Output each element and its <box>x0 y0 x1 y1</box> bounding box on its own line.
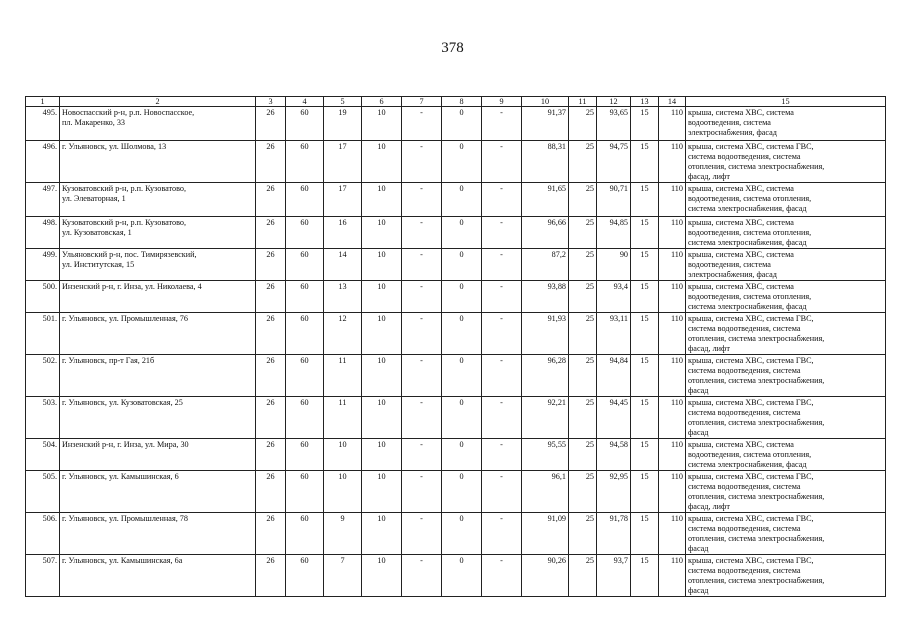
column-header: 15 <box>686 97 886 107</box>
row-number: 497. <box>26 183 60 217</box>
value-cell: 16 <box>324 217 362 249</box>
value-cell: 10 <box>362 141 402 183</box>
value-cell: 88,31 <box>522 141 569 183</box>
table-row <box>26 513 886 555</box>
cell-line: г. Ульяновск, ул. Кузоватовская, 25 <box>62 398 183 407</box>
cell-line: крыша, система ХВС, система <box>688 108 794 117</box>
value-cell: 9 <box>324 513 362 555</box>
address-cell <box>60 281 256 313</box>
value-cell: 91,93 <box>522 313 569 355</box>
row-number: 498. <box>26 217 60 249</box>
value-cell: 10 <box>324 439 362 471</box>
value-cell: 0 <box>442 183 482 217</box>
cell-line: крыша, система ХВС, система ГВС, <box>688 142 814 151</box>
works-cell <box>686 313 886 355</box>
row-number: 499. <box>26 249 60 281</box>
value-cell: - <box>402 555 442 597</box>
works-cell <box>686 439 886 471</box>
value-cell: 94,58 <box>597 439 631 471</box>
value-cell: 13 <box>324 281 362 313</box>
value-cell: - <box>482 513 522 555</box>
value-cell: 110 <box>659 249 686 281</box>
address-cell <box>60 313 256 355</box>
table-row <box>26 355 886 397</box>
value-cell: 10 <box>324 471 362 513</box>
value-cell: 93,11 <box>597 313 631 355</box>
address-cell <box>60 397 256 439</box>
value-cell: 15 <box>631 513 659 555</box>
cell-line: Кузоватовский р-н, р.п. Кузоватово, <box>62 184 187 193</box>
table-row <box>26 107 886 141</box>
address-cell <box>60 217 256 249</box>
cell-line: водоотведения, система отопления, <box>688 450 812 459</box>
value-cell: 0 <box>442 471 482 513</box>
value-cell: 110 <box>659 471 686 513</box>
value-cell: 15 <box>631 141 659 183</box>
table-row <box>26 397 886 439</box>
page-number: 378 <box>441 40 464 56</box>
value-cell: 0 <box>442 355 482 397</box>
value-cell: - <box>482 141 522 183</box>
works-cell <box>686 355 886 397</box>
value-cell: 15 <box>631 183 659 217</box>
cell-line: ул. Кузоватовская, 1 <box>62 228 132 237</box>
value-cell: 90 <box>597 249 631 281</box>
housing-register-table <box>25 96 886 597</box>
value-cell: 60 <box>286 141 324 183</box>
value-cell: 11 <box>324 397 362 439</box>
value-cell: 60 <box>286 397 324 439</box>
cell-line: крыша, система ХВС, система ГВС, <box>688 356 814 365</box>
cell-line: отопления, система электроснабжения, <box>688 576 825 585</box>
value-cell: 110 <box>659 439 686 471</box>
row-number: 496. <box>26 141 60 183</box>
column-header: 1 <box>26 97 60 107</box>
works-cell <box>686 183 886 217</box>
cell-line: г. Ульяновск, ул. Камышинская, 6 <box>62 472 179 481</box>
value-cell: 15 <box>631 355 659 397</box>
value-cell: - <box>402 217 442 249</box>
cell-line: фасад, лифт <box>688 172 730 181</box>
value-cell: 25 <box>569 107 597 141</box>
row-number: 500. <box>26 281 60 313</box>
table-row <box>26 439 886 471</box>
cell-line: водоотведения, система <box>688 118 771 127</box>
value-cell: 17 <box>324 183 362 217</box>
value-cell: 19 <box>324 107 362 141</box>
address-cell <box>60 555 256 597</box>
value-cell: 15 <box>631 281 659 313</box>
value-cell: 94,75 <box>597 141 631 183</box>
cell-line: крыша, система ХВС, система <box>688 282 794 291</box>
value-cell: 10 <box>362 313 402 355</box>
value-cell: 10 <box>362 249 402 281</box>
value-cell: 26 <box>256 249 286 281</box>
value-cell: 10 <box>362 355 402 397</box>
value-cell: 15 <box>631 555 659 597</box>
value-cell: 94,84 <box>597 355 631 397</box>
value-cell: 10 <box>362 555 402 597</box>
cell-line: Инзенский р-н, г. Инза, ул. Николаева, 4 <box>62 282 202 291</box>
value-cell: 26 <box>256 217 286 249</box>
cell-line: отопления, система электроснабжения, <box>688 376 825 385</box>
value-cell: 94,85 <box>597 217 631 249</box>
cell-line: крыша, система ХВС, система <box>688 440 794 449</box>
value-cell: 15 <box>631 397 659 439</box>
value-cell: 15 <box>631 249 659 281</box>
cell-line: электроснабжения, фасад <box>688 128 777 137</box>
works-cell <box>686 249 886 281</box>
value-cell: - <box>402 313 442 355</box>
address-cell <box>60 513 256 555</box>
cell-line: фасад <box>688 386 709 395</box>
value-cell: 25 <box>569 471 597 513</box>
works-cell <box>686 281 886 313</box>
value-cell: - <box>482 555 522 597</box>
column-header: 5 <box>324 97 362 107</box>
cell-line: отопления, система электроснабжения, <box>688 492 825 501</box>
value-cell: 60 <box>286 249 324 281</box>
value-cell: 26 <box>256 397 286 439</box>
address-cell <box>60 439 256 471</box>
value-cell: 60 <box>286 217 324 249</box>
value-cell: 110 <box>659 107 686 141</box>
table-row <box>26 281 886 313</box>
cell-line: ул. Элеваторная, 1 <box>62 194 126 203</box>
table-row <box>26 141 886 183</box>
cell-line: система электроснабжения, фасад <box>688 238 807 247</box>
cell-line: пл. Макаренко, 33 <box>62 118 126 127</box>
works-cell <box>686 471 886 513</box>
works-cell <box>686 555 886 597</box>
row-number: 502. <box>26 355 60 397</box>
value-cell: - <box>402 183 442 217</box>
cell-line: фасад <box>688 428 709 437</box>
value-cell: 110 <box>659 217 686 249</box>
works-cell <box>686 107 886 141</box>
column-header: 9 <box>482 97 522 107</box>
value-cell: 25 <box>569 513 597 555</box>
cell-line: водоотведения, система <box>688 260 771 269</box>
cell-line: система водоотведения, система <box>688 408 801 417</box>
value-cell: 25 <box>569 281 597 313</box>
value-cell: 0 <box>442 281 482 313</box>
cell-line: Новоспасский р-н, р.п. Новоспасское, <box>62 108 195 117</box>
cell-line: крыша, система ХВС, система <box>688 250 794 259</box>
table-row <box>26 217 886 249</box>
value-cell: 15 <box>631 217 659 249</box>
value-cell: 10 <box>362 217 402 249</box>
value-cell: 95,55 <box>522 439 569 471</box>
cell-line: крыша, система ХВС, система ГВС, <box>688 314 814 323</box>
value-cell: 0 <box>442 513 482 555</box>
column-header: 10 <box>522 97 569 107</box>
value-cell: 60 <box>286 555 324 597</box>
value-cell: 91,78 <box>597 513 631 555</box>
value-cell: 0 <box>442 107 482 141</box>
value-cell: 110 <box>659 313 686 355</box>
row-number: 504. <box>26 439 60 471</box>
value-cell: - <box>482 355 522 397</box>
value-cell: - <box>482 217 522 249</box>
cell-line: водоотведения, система отопления, <box>688 228 812 237</box>
works-cell <box>686 217 886 249</box>
value-cell: - <box>482 281 522 313</box>
table-row <box>26 471 886 513</box>
column-header: 8 <box>442 97 482 107</box>
value-cell: 25 <box>569 141 597 183</box>
value-cell: 17 <box>324 141 362 183</box>
value-cell: 96,1 <box>522 471 569 513</box>
value-cell: 25 <box>569 217 597 249</box>
value-cell: 0 <box>442 397 482 439</box>
column-header: 2 <box>60 97 256 107</box>
value-cell: 90,26 <box>522 555 569 597</box>
cell-line: система электроснабжения, фасад <box>688 460 807 469</box>
value-cell: - <box>402 439 442 471</box>
value-cell: 93,88 <box>522 281 569 313</box>
value-cell: - <box>402 281 442 313</box>
table-row <box>26 555 886 597</box>
table-row <box>26 249 886 281</box>
row-number: 507. <box>26 555 60 597</box>
value-cell: - <box>402 397 442 439</box>
value-cell: 110 <box>659 281 686 313</box>
value-cell: 0 <box>442 141 482 183</box>
cell-line: отопления, система электроснабжения, <box>688 418 825 427</box>
cell-line: фасад, лифт <box>688 502 730 511</box>
address-cell <box>60 249 256 281</box>
value-cell: 91,09 <box>522 513 569 555</box>
value-cell: 10 <box>362 107 402 141</box>
column-header: 3 <box>256 97 286 107</box>
cell-line: г. Ульяновск, ул. Камышинская, 6а <box>62 556 183 565</box>
value-cell: - <box>482 249 522 281</box>
cell-line: г. Ульяновск, ул. Шолмова, 13 <box>62 142 167 151</box>
cell-line: система водоотведения, система <box>688 566 801 575</box>
address-cell <box>60 141 256 183</box>
value-cell: 110 <box>659 555 686 597</box>
value-cell: 0 <box>442 249 482 281</box>
value-cell: 91,37 <box>522 107 569 141</box>
value-cell: 26 <box>256 281 286 313</box>
cell-line: г. Ульяновск, пр-т Гая, 21б <box>62 356 155 365</box>
value-cell: 25 <box>569 355 597 397</box>
value-cell: 96,28 <box>522 355 569 397</box>
cell-line: г. Ульяновск, ул. Промышленная, 78 <box>62 514 188 523</box>
value-cell: 11 <box>324 355 362 397</box>
value-cell: 25 <box>569 397 597 439</box>
value-cell: 10 <box>362 513 402 555</box>
value-cell: 60 <box>286 313 324 355</box>
value-cell: 10 <box>362 397 402 439</box>
value-cell: 110 <box>659 183 686 217</box>
cell-line: система водоотведения, система <box>688 324 801 333</box>
cell-line: водоотведения, система отопления, <box>688 194 812 203</box>
row-number: 501. <box>26 313 60 355</box>
value-cell: 90,71 <box>597 183 631 217</box>
value-cell: 91,65 <box>522 183 569 217</box>
value-cell: 60 <box>286 355 324 397</box>
cell-line: электроснабжения, фасад <box>688 270 777 279</box>
value-cell: 110 <box>659 397 686 439</box>
value-cell: 26 <box>256 439 286 471</box>
value-cell: 15 <box>631 107 659 141</box>
value-cell: - <box>482 397 522 439</box>
value-cell: 60 <box>286 281 324 313</box>
column-header: 14 <box>659 97 686 107</box>
cell-line: система электроснабжения, фасад <box>688 204 807 213</box>
cell-line: система водоотведения, система <box>688 366 801 375</box>
value-cell: 26 <box>256 141 286 183</box>
value-cell: 10 <box>362 439 402 471</box>
value-cell: 92,21 <box>522 397 569 439</box>
cell-line: крыша, система ХВС, система ГВС, <box>688 472 814 481</box>
value-cell: 0 <box>442 439 482 471</box>
cell-line: Кузоватовский р-н, р.п. Кузоватово, <box>62 218 187 227</box>
value-cell: 26 <box>256 471 286 513</box>
value-cell: 93,4 <box>597 281 631 313</box>
value-cell: 26 <box>256 313 286 355</box>
header-row <box>26 97 886 107</box>
cell-line: фасад <box>688 586 709 595</box>
works-cell <box>686 397 886 439</box>
cell-line: крыша, система ХВС, система <box>688 218 794 227</box>
value-cell: 93,65 <box>597 107 631 141</box>
table-row <box>26 183 886 217</box>
cell-line: крыша, система ХВС, система ГВС, <box>688 398 814 407</box>
value-cell: 10 <box>362 183 402 217</box>
value-cell: 60 <box>286 513 324 555</box>
value-cell: 60 <box>286 107 324 141</box>
works-cell <box>686 141 886 183</box>
table-row <box>26 313 886 355</box>
cell-line: крыша, система ХВС, система <box>688 184 794 193</box>
value-cell: 12 <box>324 313 362 355</box>
cell-line: г. Ульяновск, ул. Промышленная, 76 <box>62 314 188 323</box>
value-cell: - <box>402 107 442 141</box>
row-number: 503. <box>26 397 60 439</box>
value-cell: 10 <box>362 471 402 513</box>
column-header: 12 <box>597 97 631 107</box>
value-cell: 26 <box>256 107 286 141</box>
value-cell: - <box>482 439 522 471</box>
value-cell: 26 <box>256 513 286 555</box>
cell-line: система водоотведения, система <box>688 524 801 533</box>
value-cell: 14 <box>324 249 362 281</box>
value-cell: - <box>402 513 442 555</box>
value-cell: 60 <box>286 439 324 471</box>
value-cell: 94,45 <box>597 397 631 439</box>
column-header: 6 <box>362 97 402 107</box>
value-cell: - <box>482 313 522 355</box>
value-cell: 93,7 <box>597 555 631 597</box>
column-header: 4 <box>286 97 324 107</box>
address-cell <box>60 471 256 513</box>
value-cell: 92,95 <box>597 471 631 513</box>
value-cell: 0 <box>442 217 482 249</box>
value-cell: - <box>402 141 442 183</box>
value-cell: - <box>482 107 522 141</box>
cell-line: крыша, система ХВС, система ГВС, <box>688 556 814 565</box>
cell-line: фасад <box>688 544 709 553</box>
value-cell: - <box>402 355 442 397</box>
value-cell: 26 <box>256 355 286 397</box>
value-cell: 96,66 <box>522 217 569 249</box>
cell-line: система водоотведения, система <box>688 482 801 491</box>
cell-line: система водоотведения, система <box>688 152 801 161</box>
value-cell: 110 <box>659 355 686 397</box>
address-cell <box>60 107 256 141</box>
row-number: 505. <box>26 471 60 513</box>
value-cell: 110 <box>659 141 686 183</box>
address-cell <box>60 355 256 397</box>
cell-line: ул. Институтская, 15 <box>62 260 135 269</box>
value-cell: 10 <box>362 281 402 313</box>
value-cell: - <box>402 471 442 513</box>
row-number: 495. <box>26 107 60 141</box>
value-cell: 25 <box>569 313 597 355</box>
value-cell: - <box>482 471 522 513</box>
value-cell: 15 <box>631 439 659 471</box>
column-header: 11 <box>569 97 597 107</box>
value-cell: 110 <box>659 513 686 555</box>
value-cell: 0 <box>442 555 482 597</box>
works-cell <box>686 513 886 555</box>
address-cell <box>60 183 256 217</box>
value-cell: 15 <box>631 471 659 513</box>
column-header: 7 <box>402 97 442 107</box>
value-cell: - <box>482 183 522 217</box>
cell-line: крыша, система ХВС, система ГВС, <box>688 514 814 523</box>
value-cell: 25 <box>569 249 597 281</box>
value-cell: - <box>402 249 442 281</box>
value-cell: 26 <box>256 183 286 217</box>
cell-line: отопления, система электроснабжения, <box>688 162 825 171</box>
cell-line: система электроснабжения, фасад <box>688 302 807 311</box>
row-number: 506. <box>26 513 60 555</box>
value-cell: 15 <box>631 313 659 355</box>
value-cell: 26 <box>256 555 286 597</box>
value-cell: 87,2 <box>522 249 569 281</box>
cell-line: водоотведения, система отопления, <box>688 292 812 301</box>
cell-line: Ульяновский р-н, пос. Тимирязевский, <box>62 250 197 259</box>
cell-line: Инзенский р-н, г. Инза, ул. Мира, 30 <box>62 440 189 449</box>
value-cell: 25 <box>569 555 597 597</box>
cell-line: отопления, система электроснабжения, <box>688 534 825 543</box>
value-cell: 7 <box>324 555 362 597</box>
value-cell: 25 <box>569 183 597 217</box>
value-cell: 60 <box>286 471 324 513</box>
value-cell: 60 <box>286 183 324 217</box>
column-header: 13 <box>631 97 659 107</box>
cell-line: отопления, система электроснабжения, <box>688 334 825 343</box>
cell-line: фасад, лифт <box>688 344 730 353</box>
value-cell: 0 <box>442 313 482 355</box>
value-cell: 25 <box>569 439 597 471</box>
